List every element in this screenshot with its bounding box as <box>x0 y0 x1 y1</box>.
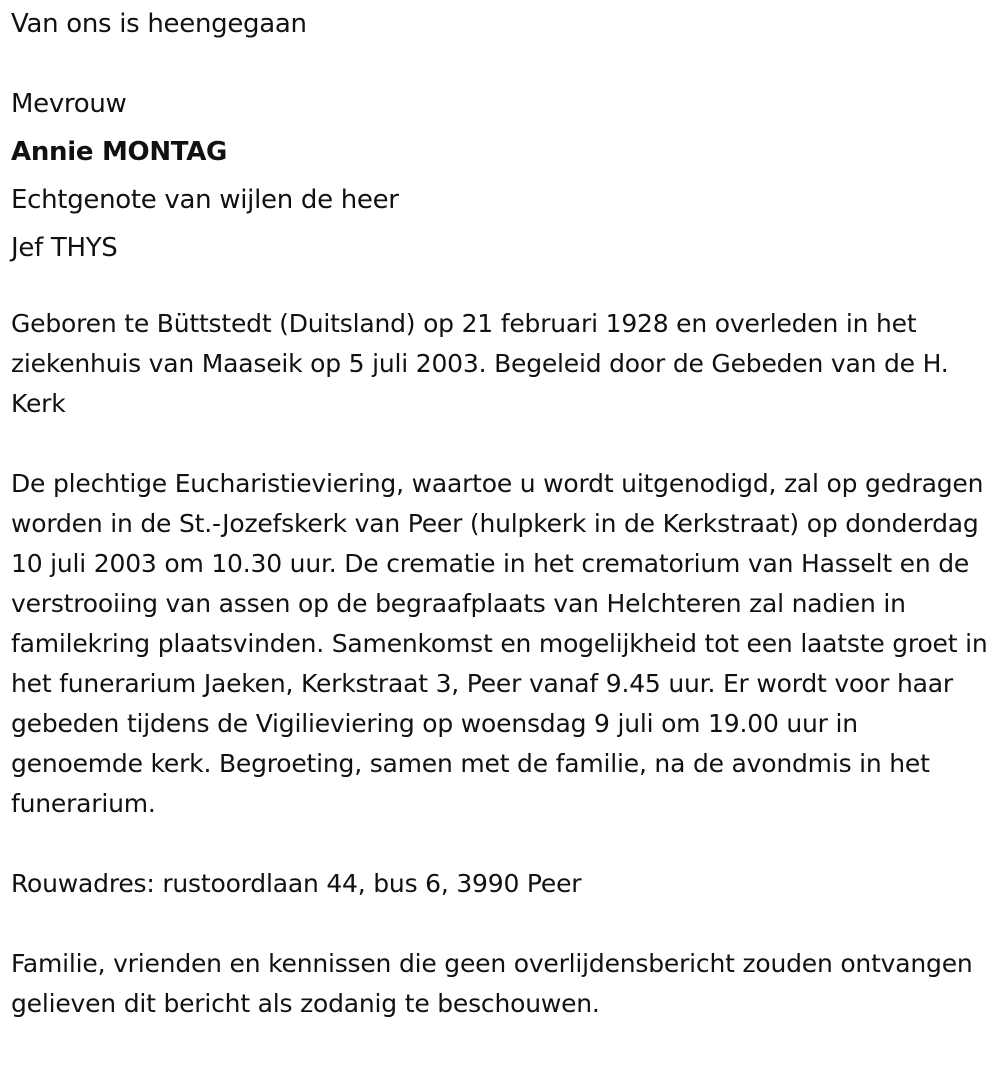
spouse-name: Jef THYS <box>11 233 118 263</box>
closing-paragraph: Familie, vrienden en kennissen die geen overlijdensbericht zouden ontvangen gelieven dit bericht als zodanig te beschouwen. <box>11 949 973 1018</box>
mourning-address: Rouwadres: rustoordlaan 44, bus 6, 3990 Peer <box>11 869 582 898</box>
salutation: Mevrouw <box>11 89 127 119</box>
spacer <box>11 904 993 944</box>
spacer <box>11 424 993 464</box>
birth-death-paragraph: Geboren te Büttstedt (Duitsland) op 21 februari 1928 en overleden in het ziekenhuis van Maaseik op 5 juli 2003. Begeleid door de Gebeden van de H. Kerk <box>11 309 949 418</box>
death-notice <box>11 0 993 1024</box>
deceased-name: Annie MONTAG <box>11 137 228 167</box>
spacer <box>11 824 993 864</box>
spacer <box>11 48 993 80</box>
intro-text: Van ons is heengegaan <box>11 9 307 39</box>
spacer <box>11 272 993 304</box>
relation-text: Echtgenote van wijlen de heer <box>11 185 399 215</box>
ceremony-paragraph: De plechtige Eucharistieviering, waartoe u wordt uitgenodigd, zal op gedragen worden in de St.-Jozefskerk van Peer (hulpkerk in de Kerkstraat) op donderdag 10 juli 2003 om 10.30 uur. De crematie in het crematorium van Hasselt en de verstrooiing van assen op de begraafplaats van Helchteren zal nadien in familekring plaatsvinden. Samenkomst en mogelijkheid tot een laatste groet in het funerarium Jaeken, Kerkstraat 3, Peer vanaf 9.45 uur. Er wordt voor haar gebeden tijdens de Vigilieviering op woensdag 9 juli om 19.00 uur in genoemde kerk. Begroeting, samen met de familie, na de avondmis in het funerarium. <box>11 469 988 818</box>
